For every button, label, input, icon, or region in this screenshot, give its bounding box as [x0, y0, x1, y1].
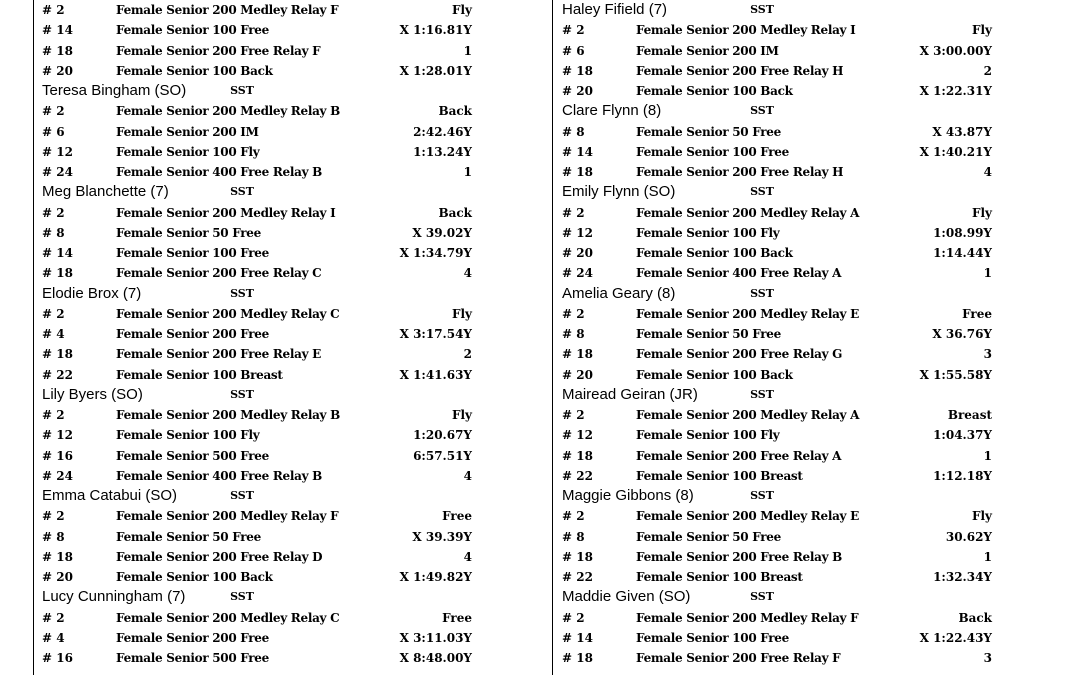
- entry-result: Breast: [947, 408, 992, 422]
- event-entry-row: [42, 466, 472, 486]
- entry-result: 1:12.18Y: [933, 468, 992, 483]
- swimmer-header: [562, 182, 992, 202]
- event-number: # 18: [562, 63, 593, 78]
- event-number: # 18: [562, 165, 593, 179]
- event-name: Female Senior 100 Free: [116, 23, 269, 38]
- entry-result: X 3:11.03Y: [399, 630, 472, 645]
- event-name: Female Senior 200 Free Relay F: [636, 651, 841, 665]
- entry-result: Fly: [971, 23, 992, 38]
- event-entry-row: [42, 365, 472, 385]
- entry-result: 1:04.37Y: [933, 428, 992, 443]
- swimmer-header: [42, 284, 472, 304]
- event-number: # 14: [562, 144, 593, 159]
- event-name: Female Senior 100 Fly: [116, 428, 260, 443]
- event-number: # 20: [562, 246, 593, 260]
- event-entry-row: [42, 122, 472, 142]
- event-name: Female Senior 200 Free: [116, 327, 269, 341]
- event-name: Female Senior 200 Medley Relay E: [636, 509, 859, 524]
- event-name: Female Senior 200 Medley Relay B: [116, 408, 340, 422]
- entry-result: Fly: [971, 509, 992, 524]
- event-number: # 6: [42, 124, 65, 139]
- event-number: # 18: [42, 266, 73, 281]
- event-entry-row: [562, 243, 992, 263]
- entry-result: X 8:48.00Y: [399, 651, 472, 665]
- event-number: # 18: [42, 347, 73, 362]
- event-name: Female Senior 50 Free: [636, 327, 781, 341]
- event-entry-row: [42, 162, 472, 182]
- event-number: # 20: [562, 367, 593, 382]
- entry-result: Back: [438, 104, 472, 119]
- event-entry-row: [42, 61, 472, 81]
- event-name: Female Senior 200 Medley Relay E: [636, 306, 859, 321]
- event-name: Female Senior 200 Free Relay G: [636, 347, 843, 362]
- entry-result: Back: [958, 610, 992, 625]
- event-number: # 22: [562, 570, 593, 584]
- entry-result: 1: [463, 165, 472, 179]
- swimmer-name: Mairead Geiran (JR): [562, 385, 698, 403]
- team-code: SST: [750, 590, 774, 604]
- event-entry-row: [562, 203, 992, 223]
- entry-result: Fly: [451, 3, 472, 17]
- event-entry-row: [562, 567, 992, 587]
- event-entry-row: [42, 567, 472, 587]
- event-number: # 2: [42, 3, 65, 17]
- entry-result: Free: [962, 306, 992, 321]
- entry-result: X 39.02Y: [412, 225, 472, 240]
- event-name: Female Senior 200 Medley Relay C: [116, 306, 340, 321]
- event-name: Female Senior 400 Free Relay B: [116, 165, 322, 179]
- event-name: Female Senior 200 Free Relay D: [116, 549, 323, 564]
- event-entry-row: [562, 20, 992, 40]
- entry-result: 1:20.67Y: [413, 428, 472, 443]
- event-number: # 14: [42, 246, 73, 260]
- event-number: # 2: [562, 205, 585, 220]
- swimmer-header: [562, 385, 992, 405]
- entry-result: 1:32.34Y: [933, 570, 992, 584]
- event-number: # 18: [562, 651, 593, 665]
- event-name: Female Senior 200 Medley Relay F: [636, 610, 859, 625]
- entry-result: 1: [983, 448, 992, 463]
- event-name: Female Senior 200 IM: [116, 124, 259, 139]
- team-code: SST: [750, 286, 774, 300]
- entry-result: 4: [983, 165, 992, 179]
- event-number: # 12: [562, 225, 593, 240]
- entry-result: 2: [463, 347, 472, 362]
- event-entry-row: [42, 527, 472, 547]
- event-number: # 2: [42, 104, 65, 119]
- event-number: # 12: [42, 428, 73, 443]
- swimmer-header: [42, 385, 472, 405]
- team-code: SST: [750, 185, 774, 199]
- team-code: SST: [230, 489, 254, 502]
- entry-result: X 1:28.01Y: [399, 63, 472, 78]
- event-number: # 2: [42, 205, 65, 220]
- event-entry-row: [562, 223, 992, 243]
- left-column-border: [33, 0, 34, 675]
- team-code: SST: [750, 489, 774, 502]
- event-name: Female Senior 500 Free: [116, 448, 269, 463]
- event-entry-row: [42, 41, 472, 61]
- swimmer-name: Meg Blanchette (7): [42, 183, 169, 201]
- event-number: # 14: [562, 630, 593, 645]
- event-entry-row: [42, 0, 472, 20]
- entry-result: 1: [463, 43, 472, 58]
- event-name: Female Senior 200 Free Relay F: [116, 43, 321, 58]
- event-name: Female Senior 100 Free: [116, 246, 269, 260]
- event-number: # 2: [562, 610, 585, 625]
- event-number: # 2: [562, 509, 585, 524]
- swimmer-header: [42, 486, 472, 506]
- event-entry-row: [42, 304, 472, 324]
- swimmer-name: Maggie Gibbons (8): [562, 487, 694, 504]
- event-entry-row: [562, 608, 992, 628]
- event-name: Female Senior 200 Medley Relay F: [116, 3, 339, 17]
- event-name: Female Senior 200 Medley Relay B: [116, 104, 340, 119]
- event-number: # 2: [562, 408, 585, 422]
- event-entry-row: [42, 223, 472, 243]
- right-column: [562, 0, 992, 668]
- entry-result: 1: [983, 266, 992, 281]
- event-name: Female Senior 400 Free Relay A: [636, 266, 842, 281]
- event-name: Female Senior 200 Free Relay B: [636, 549, 842, 564]
- event-number: # 8: [42, 529, 65, 544]
- entry-result: X 36.76Y: [932, 327, 992, 341]
- entry-result: Fly: [971, 205, 992, 220]
- event-entry-row: [42, 425, 472, 445]
- event-number: # 4: [42, 327, 65, 341]
- event-name: Female Senior 200 Medley Relay C: [116, 610, 340, 625]
- event-number: # 18: [562, 549, 593, 564]
- entry-result: X 1:40.21Y: [919, 144, 992, 159]
- event-number: # 12: [42, 144, 73, 159]
- left-column: [42, 0, 472, 668]
- swimmer-name: Amelia Geary (8): [562, 284, 676, 302]
- entry-result: X 1:22.43Y: [919, 630, 992, 645]
- team-code: SST: [750, 3, 774, 16]
- swimmer-name: Maddie Given (SO): [562, 588, 691, 606]
- event-entry-row: [42, 263, 472, 283]
- event-entry-row: [562, 527, 992, 547]
- swimmer-header: [42, 182, 472, 202]
- event-number: # 14: [42, 23, 73, 38]
- event-entry-row: [42, 243, 472, 263]
- event-name: Female Senior 50 Free: [636, 529, 781, 544]
- event-name: Female Senior 100 Back: [636, 367, 793, 382]
- event-number: # 8: [562, 327, 585, 341]
- event-number: # 24: [42, 165, 73, 179]
- event-entry-row: [42, 344, 472, 364]
- entry-result: X 1:34.79Y: [399, 246, 472, 260]
- team-code: SST: [750, 104, 774, 118]
- entry-result: X 3:17.54Y: [399, 327, 472, 341]
- event-entry-row: [562, 122, 992, 142]
- column-divider: [552, 0, 553, 675]
- event-entry-row: [42, 628, 472, 648]
- event-name: Female Senior 100 Fly: [116, 144, 260, 159]
- event-entry-row: [42, 101, 472, 121]
- event-entry-row: [42, 608, 472, 628]
- event-number: # 12: [562, 428, 593, 443]
- entry-result: Free: [442, 509, 472, 524]
- team-code: SST: [230, 590, 254, 604]
- swimmer-name: Emma Catabui (SO): [42, 487, 178, 504]
- entry-result: Fly: [451, 408, 472, 422]
- entry-result: Free: [442, 610, 472, 625]
- event-number: # 16: [42, 448, 73, 463]
- event-number: # 22: [42, 367, 73, 382]
- event-entry-row: [562, 547, 992, 567]
- event-entry-row: [562, 263, 992, 283]
- event-name: Female Senior 200 Medley Relay A: [636, 205, 860, 220]
- entry-result: X 3:00.00Y: [919, 43, 992, 58]
- entry-result: X 43.87Y: [932, 124, 992, 139]
- swimmer-header: [42, 587, 472, 607]
- event-name: Female Senior 50 Free: [116, 225, 261, 240]
- event-name: Female Senior 100 Free: [636, 630, 789, 645]
- event-number: # 20: [562, 84, 593, 98]
- event-entry-row: [562, 61, 992, 81]
- swimmer-name: Haley Fifield (7): [562, 1, 668, 18]
- entry-result: 4: [463, 549, 472, 564]
- entry-result: X 1:49.82Y: [399, 570, 472, 584]
- event-number: # 22: [562, 468, 593, 483]
- event-name: Female Senior 100 Breast: [636, 468, 803, 483]
- event-number: # 8: [562, 124, 585, 139]
- event-entry-row: [562, 324, 992, 344]
- swimmer-header: [562, 486, 992, 506]
- event-name: Female Senior 100 Breast: [636, 570, 803, 584]
- event-number: # 18: [42, 549, 73, 564]
- entry-result: X 1:41.63Y: [399, 367, 472, 382]
- event-entry-row: [562, 425, 992, 445]
- event-name: Female Senior 100 Fly: [636, 428, 780, 443]
- swimmer-name: Lucy Cunningham (7): [42, 588, 186, 606]
- event-number: # 2: [562, 23, 585, 38]
- event-name: Female Senior 100 Back: [636, 246, 793, 260]
- event-name: Female Senior 100 Back: [116, 570, 273, 584]
- event-number: # 16: [42, 651, 73, 665]
- event-number: # 2: [42, 306, 65, 321]
- entry-result: Fly: [451, 306, 472, 321]
- team-code: SST: [230, 185, 254, 199]
- event-number: # 2: [562, 306, 585, 321]
- event-entry-row: [562, 41, 992, 61]
- event-entry-row: [42, 142, 472, 162]
- event-entry-row: [562, 466, 992, 486]
- event-number: # 6: [562, 43, 585, 58]
- event-name: Female Senior 200 Free Relay H: [636, 63, 844, 78]
- event-number: # 20: [42, 570, 73, 584]
- swimmer-name: Clare Flynn (8): [562, 102, 662, 120]
- event-number: # 18: [42, 43, 73, 58]
- entry-result: X 1:55.58Y: [919, 367, 992, 382]
- event-name: Female Senior 100 Back: [636, 84, 793, 98]
- swimmer-header: [562, 284, 992, 304]
- event-entry-row: [42, 20, 472, 40]
- entry-result: X 39.39Y: [412, 529, 472, 544]
- entry-result: Back: [438, 205, 472, 220]
- event-name: Female Senior 200 IM: [636, 43, 779, 58]
- entry-result: 3: [983, 651, 992, 665]
- swimmer-header: [42, 81, 472, 101]
- event-number: # 24: [42, 468, 73, 483]
- event-number: # 24: [562, 266, 593, 281]
- event-name: Female Senior 200 Medley Relay F: [116, 509, 339, 524]
- swimmer-name: Emily Flynn (SO): [562, 183, 676, 201]
- event-name: Female Senior 500 Free: [116, 651, 269, 665]
- team-code: SST: [230, 387, 254, 401]
- entry-result: 1:08.99Y: [933, 225, 992, 240]
- event-entry-row: [562, 628, 992, 648]
- event-number: # 2: [42, 509, 65, 524]
- event-entry-row: [562, 405, 992, 425]
- event-number: # 8: [562, 529, 585, 544]
- event-entry-row: [562, 304, 992, 324]
- event-name: Female Senior 100 Back: [116, 63, 273, 78]
- entry-result: 6:57.51Y: [413, 448, 472, 463]
- event-name: Female Senior 200 Medley Relay A: [636, 408, 860, 422]
- event-entry-row: [562, 365, 992, 385]
- event-name: Female Senior 50 Free: [116, 529, 261, 544]
- event-number: # 2: [42, 408, 65, 422]
- swimmer-header: [562, 0, 992, 20]
- event-number: # 8: [42, 225, 65, 240]
- event-name: Female Senior 200 Free Relay E: [116, 347, 321, 362]
- entry-result: 1: [983, 549, 992, 564]
- entry-result: 1:14.44Y: [933, 246, 992, 260]
- event-name: Female Senior 100 Free: [636, 144, 789, 159]
- event-entry-row: [42, 324, 472, 344]
- event-entry-row: [562, 446, 992, 466]
- entry-result: X 1:16.81Y: [399, 23, 472, 38]
- swimmer-header: [562, 587, 992, 607]
- event-name: Female Senior 200 Free Relay H: [636, 165, 844, 179]
- entry-result: X 1:22.31Y: [919, 84, 992, 98]
- event-number: # 18: [562, 448, 593, 463]
- entry-result: 2:42.46Y: [413, 124, 472, 139]
- team-code: SST: [750, 387, 774, 401]
- event-entry-row: [42, 506, 472, 526]
- event-number: # 4: [42, 630, 65, 645]
- event-entry-row: [42, 547, 472, 567]
- event-name: Female Senior 200 Free: [116, 630, 269, 645]
- event-entry-row: [562, 81, 992, 101]
- swimmer-name: Lily Byers (SO): [42, 385, 143, 403]
- event-number: # 20: [42, 63, 73, 78]
- team-code: SST: [230, 84, 254, 97]
- entry-result: 3: [983, 347, 992, 362]
- event-name: Female Senior 200 Medley Relay I: [116, 205, 336, 220]
- event-number: # 2: [42, 610, 65, 625]
- event-entry-row: [562, 506, 992, 526]
- entry-result: 4: [463, 266, 472, 281]
- swimmer-header: [562, 101, 992, 121]
- team-code: SST: [230, 286, 254, 300]
- event-entry-row: [562, 648, 992, 668]
- event-name: Female Senior 200 Free Relay A: [636, 448, 842, 463]
- swimmer-name: Elodie Brox (7): [42, 284, 142, 302]
- event-name: Female Senior 400 Free Relay B: [116, 468, 322, 483]
- event-name: Female Senior 200 Free Relay C: [116, 266, 322, 281]
- swimmer-name: Teresa Bingham (SO): [42, 82, 187, 99]
- event-number: # 18: [562, 347, 593, 362]
- event-name: Female Senior 50 Free: [636, 124, 781, 139]
- entry-result: 1:13.24Y: [413, 144, 472, 159]
- event-entry-row: [562, 142, 992, 162]
- event-entry-row: [562, 162, 992, 182]
- event-name: Female Senior 200 Medley Relay I: [636, 23, 856, 38]
- event-name: Female Senior 100 Breast: [116, 367, 283, 382]
- event-entry-row: [42, 648, 472, 668]
- event-entry-row: [42, 405, 472, 425]
- event-name: Female Senior 100 Fly: [636, 225, 780, 240]
- entry-result: 2: [983, 63, 992, 78]
- entry-result: 4: [463, 468, 472, 483]
- event-entry-row: [562, 344, 992, 364]
- entry-result: 30.62Y: [945, 529, 992, 544]
- event-entry-row: [42, 446, 472, 466]
- event-entry-row: [42, 203, 472, 223]
